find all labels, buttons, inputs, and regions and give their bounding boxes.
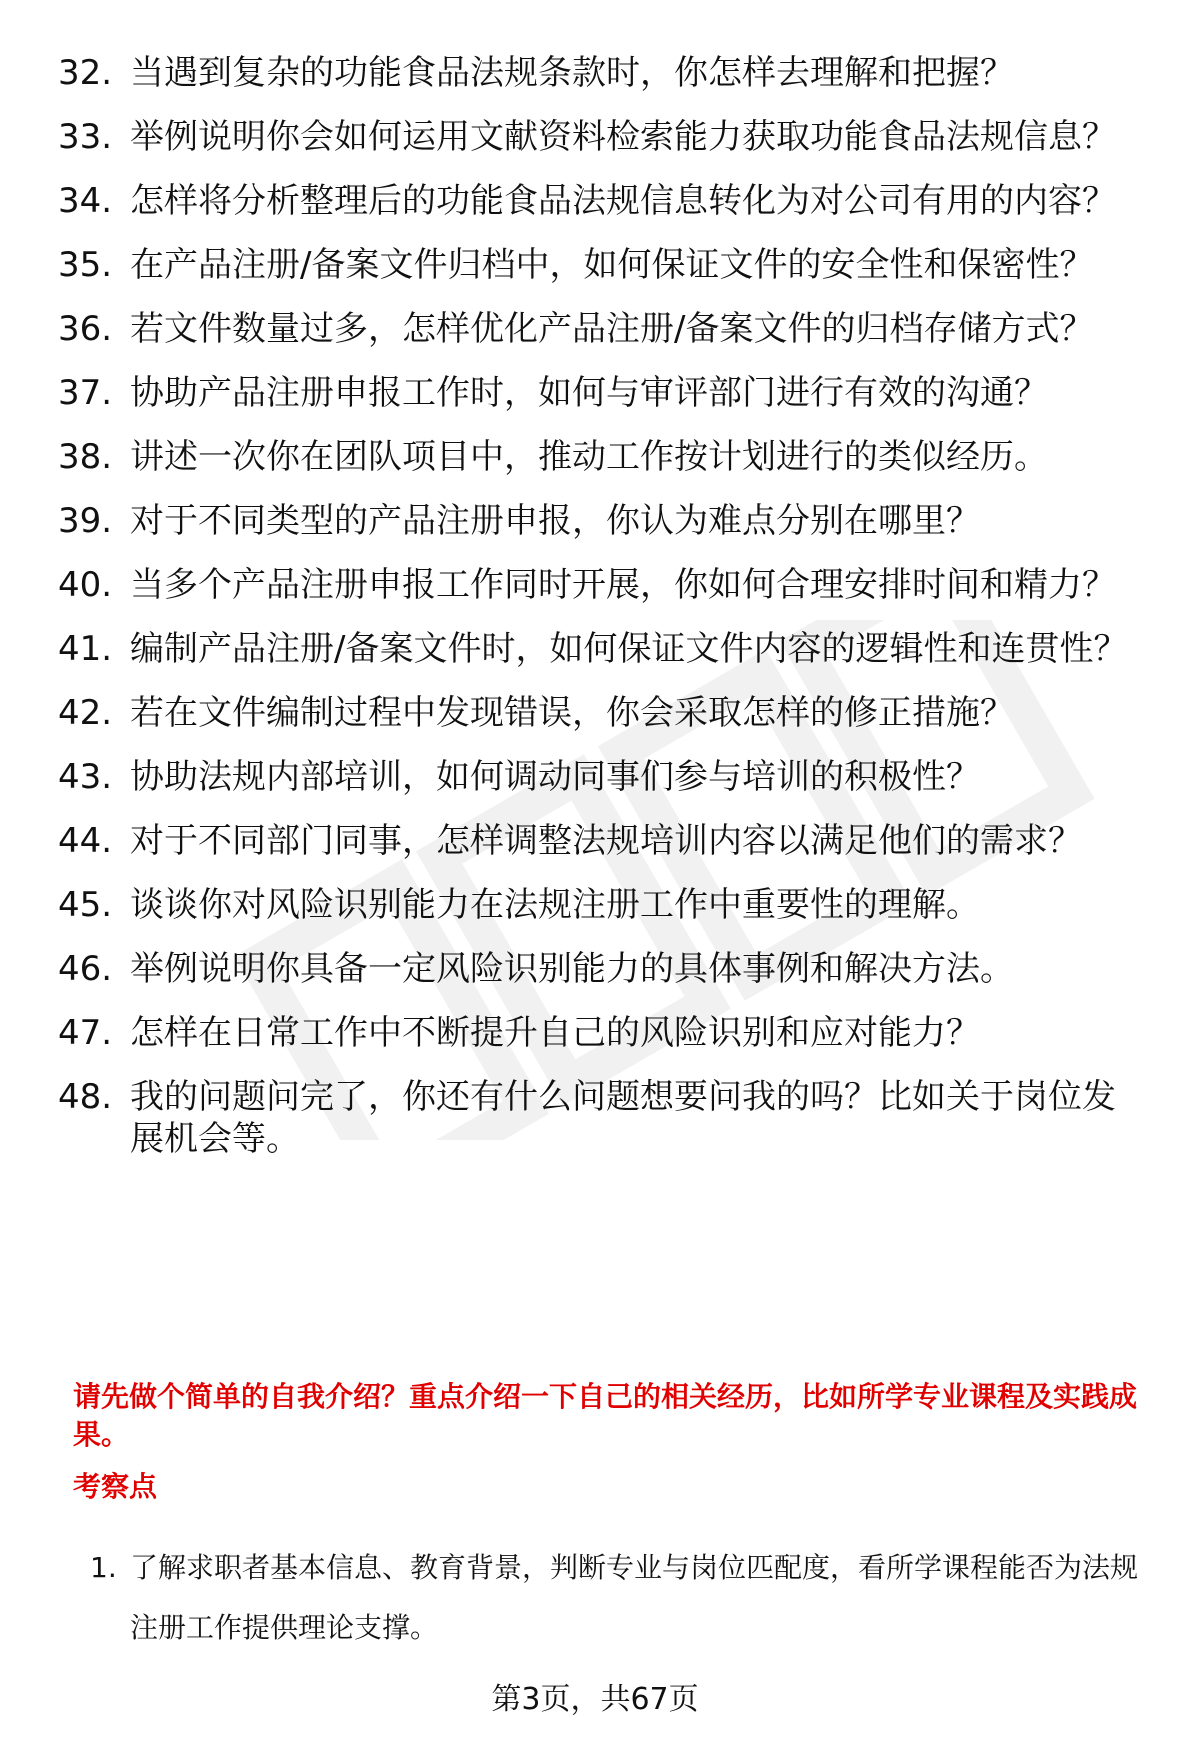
point-number: 1. xyxy=(90,1551,117,1584)
question-text: 讲述一次你在团队项目中，推动工作按计划进行的类似经历。 xyxy=(130,437,1048,477)
question-number: 32. xyxy=(58,53,113,93)
highlight-question: 请先做个简单的自我介绍？重点介绍一下自己的相关经历，比如所学专业课程及实践成果。 xyxy=(73,1380,1138,1451)
list-item xyxy=(58,1012,1148,1054)
list-item xyxy=(58,372,1148,414)
list-item xyxy=(58,244,1148,286)
section-title: 考察点 xyxy=(73,1470,158,1503)
list-item xyxy=(58,116,1148,158)
question-number: 47. xyxy=(58,1013,113,1053)
question-number: 37. xyxy=(58,373,113,413)
question-text: 编制产品注册/备案文件时，如何保证文件内容的逻辑性和连贯性？ xyxy=(130,629,1128,669)
question-number: 41. xyxy=(58,629,113,669)
question-text: 谈谈你对风险识别能力在法规注册工作中重要性的理解。 xyxy=(130,885,980,925)
question-number: 40. xyxy=(58,565,113,605)
question-number: 45. xyxy=(58,885,113,925)
list-item xyxy=(58,884,1148,926)
question-text: 怎样将分析整理后的功能食品法规信息转化为对公司有用的内容？ xyxy=(130,181,1116,221)
question-text: 协助产品注册申报工作时，如何与审评部门进行有效的沟通？ xyxy=(130,373,1048,413)
assessment-points-list xyxy=(90,1538,1150,1658)
question-text: 对于不同类型的产品注册申报，你认为难点分别在哪里？ xyxy=(130,501,980,541)
list-item xyxy=(58,820,1148,862)
list-item xyxy=(58,308,1148,350)
question-number: 46. xyxy=(58,949,113,989)
question-text: 对于不同部门同事，怎样调整法规培训内容以满足他们的需求？ xyxy=(130,821,1082,861)
question-number: 44. xyxy=(58,821,113,861)
question-text: 我的问题问完了，你还有什么问题想要问我的吗？比如关于岗位发展机会等。 xyxy=(130,1077,1116,1159)
question-text: 若文件数量过多，怎样优化产品注册/备案文件的归档存储方式？ xyxy=(130,309,1094,349)
list-item xyxy=(58,52,1148,94)
question-number: 35. xyxy=(58,245,113,285)
question-number: 38. xyxy=(58,437,113,477)
question-text: 举例说明你具备一定风险识别能力的具体事例和解决方法。 xyxy=(130,949,1014,989)
list-item xyxy=(58,756,1148,798)
question-text: 怎样在日常工作中不断提升自己的风险识别和应对能力？ xyxy=(130,1013,980,1053)
list-item xyxy=(58,180,1148,222)
list-item xyxy=(90,1538,1150,1658)
question-text: 若在文件编制过程中发现错误，你会采取怎样的修正措施？ xyxy=(130,693,1014,733)
question-number: 34. xyxy=(58,181,113,221)
question-number: 36. xyxy=(58,309,113,349)
list-item xyxy=(58,436,1148,478)
question-number: 42. xyxy=(58,693,113,733)
list-item xyxy=(58,1076,1148,1160)
question-text: 协助法规内部培训，如何调动同事们参与培训的积极性？ xyxy=(130,757,980,797)
question-text: 举例说明你会如何运用文献资料检索能力获取功能食品法规信息？ xyxy=(130,117,1116,157)
list-item xyxy=(58,564,1148,606)
question-number: 43. xyxy=(58,757,113,797)
list-item xyxy=(58,948,1148,990)
question-text: 当遇到复杂的功能食品法规条款时，你怎样去理解和把握？ xyxy=(130,53,1014,93)
question-text: 在产品注册/备案文件归档中，如何保证文件的安全性和保密性？ xyxy=(130,245,1094,285)
question-number: 33. xyxy=(58,117,113,157)
question-list xyxy=(58,52,1148,1182)
question-text: 当多个产品注册申报工作同时开展，你如何合理安排时间和精力？ xyxy=(130,565,1116,605)
question-number: 48. xyxy=(58,1077,113,1117)
question-number: 39. xyxy=(58,501,113,541)
list-item xyxy=(58,500,1148,542)
point-text: 了解求职者基本信息、教育背景，判断专业与岗位匹配度，看所学课程能否为法规注册工作提供理论支撑。 xyxy=(130,1551,1139,1644)
page-footer: 第3页，共67页 xyxy=(491,1682,699,1717)
list-item xyxy=(58,628,1148,670)
list-item xyxy=(58,692,1148,734)
